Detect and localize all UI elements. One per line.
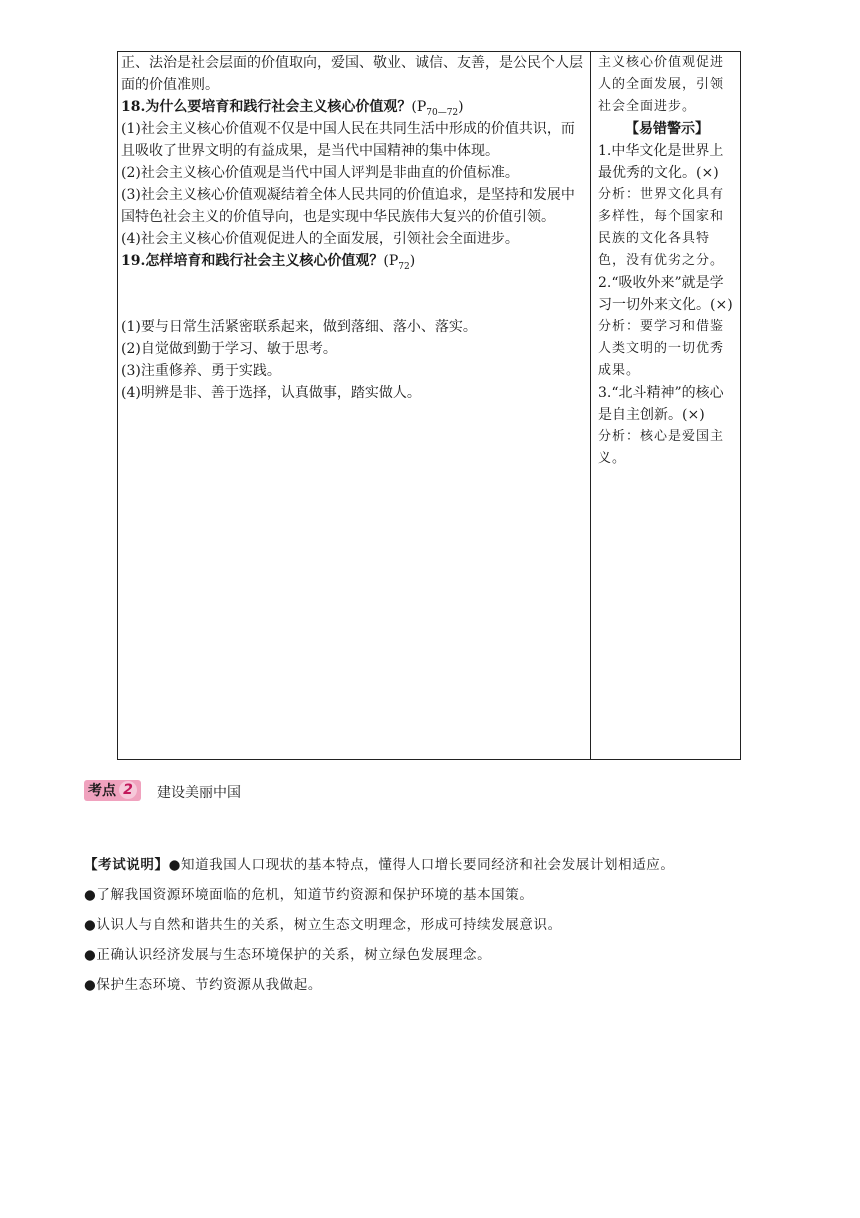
exam-description (84, 850, 764, 1000)
question-18-answer-2: (2)社会主义核心价值观是当代中国人评判是非曲直的价值标准。 (121, 165, 519, 181)
warning-item-2-statement: 2.“吸收外来”就是学习一切外来文化。(×) (598, 275, 733, 313)
side-column (591, 52, 740, 759)
warning-item-1-statement: 1.中华文化是世界上最优秀的文化。(×) (598, 143, 724, 181)
warning-item-3-analysis: 分析：核心是爱国主义。 (598, 429, 725, 466)
kaodian-header (84, 778, 241, 802)
exam-line-4: ●正确认识经济发展与生态环境保护的关系，树立绿色发展理念。 (84, 947, 492, 963)
exam-line-2: ●了解我国资源环境面临的危机，知道节约资源和保护环境的基本国策。 (84, 887, 534, 903)
question-19-answer-3: (3)注重修养、勇于实践。 (121, 363, 281, 379)
kaodian-label: 考点 (88, 783, 116, 799)
intro-paragraph: 正、法治是社会层面的价值取向，爱国、敬业、诚信、友善，是公民个人层面的价值准则。 (121, 55, 583, 93)
question-18-answer-3: (3)社会主义核心价值观凝结着全体人民共同的价值追求，是坚持和发展中国特色社会主义的价值导向，也是实现中华民族伟大复兴的价值引领。 (121, 187, 575, 225)
warning-heading: 【易错警示】 (625, 121, 709, 137)
kaodian-badge (84, 780, 141, 801)
kaodian-number: 2 (119, 781, 137, 799)
warning-item-1-analysis: 分析：世界文化具有多样性，每个国家和民族的文化各具特色，没有优劣之分。 (598, 187, 725, 268)
question-18-title: 18.为什么要培育和践行社会主义核心价值观？$(P_{70—72})$ (121, 99, 464, 118)
content-table (117, 51, 741, 760)
question-19-answer-2: (2)自觉做到勤于学习、敏于思考。 (121, 341, 337, 357)
question-19-title: 19.怎样培育和践行社会主义核心价值观？$(P_{72})$ (121, 253, 416, 272)
main-column (118, 52, 591, 759)
question-18-answer-4: (4)社会主义核心价值观促进人的全面发展，引领社会全面进步。 (121, 231, 519, 247)
exam-line-5: ●保护生态环境、节约资源从我做起。 (84, 977, 322, 993)
exam-line-3: ●认识人与自然和谐共生的关系，树立生态文明理念，形成可持续发展意识。 (84, 917, 562, 933)
exam-line-1: 【考试说明】●知道我国人口现状的基本特点，懂得人口增长要同经济和社会发展计划相适应。 (84, 857, 675, 873)
kaodian-title: 建设美丽中国 (157, 785, 241, 801)
question-19-answer-1: (1)要与日常生活紧密联系起来，做到落细、落小、落实。 (121, 319, 477, 335)
side-top-note: 主义核心价值观促进人的全面发展，引领社会全面进步。 (598, 55, 725, 114)
question-18-answer-1: (1)社会主义核心价值观不仅是中国人民在共同生活中形成的价值共识，而且吸收了世界文明的有益成果，是当代中国精神的集中体现。 (121, 121, 575, 159)
warning-item-3-statement: 3.“北斗精神”的核心是自主创新。(×) (598, 385, 724, 423)
exam-label: 【考试说明】 (84, 857, 169, 873)
blank-space (121, 272, 587, 316)
warning-item-2-analysis: 分析：要学习和借鉴人类文明的一切优秀成果。 (598, 319, 725, 378)
question-19-answer-4: (4)明辨是非、善于选择，认真做事，踏实做人。 (121, 385, 421, 401)
